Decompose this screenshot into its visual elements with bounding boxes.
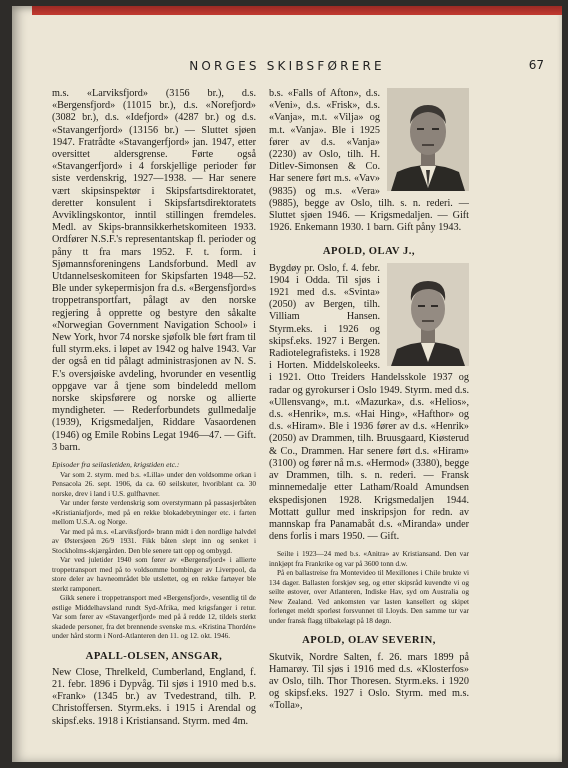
portrait-photo-2 xyxy=(387,263,469,366)
continued-entry-text: b.s. «Falls of Afton», d.s. «Veni», d.s. «Frisk», d.s. «Vanja», m.t. «Vilja» og m.t. «Vanja». Ble i 1925 fører av d.s. «Vanja» (2230) av Oslo, tilh. H. Ditlev-Simonsen & Co. Har senere ført m.s. «Vav» (9835) og m.s. «Vera» (9885), begge av Oslo, tilh. s. n. rederi. — Sluttet sjøen 1946. — Krigsmedaljen. — Gift 1926. Enkemann 1930. 1 barn. Gift påny 1943. xyxy=(269,88,469,234)
right-column xyxy=(269,88,469,713)
entry-text: Bygdøy pr. Oslo, f. 4. febr. 1904 i Odda. Til sjøs i 1921 med d.s. «Svinta» (2050) av Bergen, tilh. Villiam Hansen. Styrm.eks. i 1926 og skipsf.eks. 1927 i Bergen. Radiotelegrafisteks. i 1928 i Horten. Middelskoleeks. i 1921. Otto Treiders Handelsskole 1937 og radar og gyrokurser i Oslo 1949. Styrm. med d.s. «Ullensvang», m.t. «Mazurka», d.s. «Helios», d.s. «Henrik», m.s. «Hai Hing», «Hafthor» og d.s. «Hiram». Ble i 1936 fører av d.s. «Henrik» (2050) av Drammen, tilh. Bruusgaard, Kiøsterud & Co., Drammen. Har senere ført d.s. «Hiram» (3100) og fører nå m.s. «Hermod» (3380), begge av Drammen, tilh. s. n. rederi. — Fransk minnemedalje etter Latham/Roald Amundsen ekspedisjonen 1928. Krigsmedaljen 1944. Mottatt gullur med inskripsjon for redn. av mannskap fra Panamabåt d.s. «Miranda» under dens forlis i mars 1950. — Gift. xyxy=(269,262,469,543)
episode-note: Gikk senere i troppetransport med «Bergensfjord», vesentlig til de østlige Middelhavsland rundt Syd-Afrika, med krigsfanger i retur. Var som fører av «Stavangerfjord» med på å redde 12, tildels sterkt skadede personer, fra det brennende svenske m.s. «Kristina Thordén» under hård storm i Nord-Atlanteren den 11. og 12. okt. 1946. xyxy=(52,593,256,641)
episode-notes-title: Episoder fra seilasletiden, krigstiden etc.: xyxy=(52,460,180,470)
entry-text: New Close, Threlkeld, Cumberland, England, f. 21. febr. 1896 i Dypvåg. Til sjøs i 1910 med b.s. «Frank» (1345 br.) av Tvedestrand, tilh. P. Christoffersen. Styrm.eks. i 1915 i Arendal og skipsf.eks. 1918 i Kristiansand. Styrm. med 4m. xyxy=(52,666,256,727)
book-page xyxy=(12,6,562,762)
episode-note: På en ballastreise fra Montevideo til Mexillones i Chile brukte vi 134 dager. Ballasten forskjøv seg, og etter skipsråd kuvendte vi og seilte østover, over Atlanteren, Indiske Hav, syd om Australia og New Zealand. Ved ankomsten var lasten kansellert og skipet forlenget meldt sporløst forsvunnet til Lloyds. Den samme tur var under fransk flagg tilbakelagt på 18 døgn. xyxy=(269,568,469,625)
page-top-edge xyxy=(32,6,562,15)
biography-paragraph: m.s. «Larviksfjord» (3156 br.), d.s. «Bergensfjord» (11015 br.), d.s. «Norefjord» (3082 br.), d.s. «Idefjord» (4287 br.) og d.s. «Stavangerfjord» (13156 br.) — Sluttet sjøen 1947. Fratrådte «Stavangerfjord» jan. 1947, etter oversittet aldersgrense. Førte også «Stavangerfjord» i 4 forskjellige perioder før siste verdenskrig, 1927—1938. — Har senere vært skipsinspektør i Skipsfartsdirektoratet, deretter konsulent i Skipsfartsdirektoratets Avviklingskontor, inntil stillingen fremdeles. Medl. av Skips-brannsikkerhetskomiteen 1933. Ordfører N.S.F.'s representantskap fl. perioder og påny tt fra mars 1952. F. t. form. i Sjømannsforeningens Landsforbund. Medl av Utdannelseskomiteen for Skipsfarten 1948—52. Ble under sykepermisjon fra d.s. «Bergensfjord»s troppetransportfart, pålagt av den norske regjering å opprette og bestyre den såkalte «Norwegian Government Navigation School» i New York, hvor 74 norske sjøfolk ble ført fram til full styrm.eks. i løpet av 1942 og halve 1943. Var der også en tid pålagt administrasjonen av N. S. F.'s oversjøiske avdeling, hvorunder en vesentlig oppgave var å tjene som bindeledd mellom norske skipsførere og norske og allierte myndigheter. — Rederforbundets gullmedalje (1939), Krigsmedaljen, Riddare Vasaordenen (1946) og Emile Robins Legat 1946—47. — Gift. 3 barn. xyxy=(52,88,257,453)
episode-notes xyxy=(269,549,469,625)
portrait-photo-1 xyxy=(387,88,469,191)
running-header: NORGES SKIBSFØRERE xyxy=(189,59,385,73)
episode-note: Seilte i 1923—24 med b.s. «Anitra» av Kristiansand. Den var innkjøpt fra Frankrike og var på 3600 tonn d.w. xyxy=(269,549,469,568)
episode-notes xyxy=(52,460,256,641)
episode-note: Var ved juletider 1940 som fører av «Bergensfjord» i allierte troppetransport med på to voldsomme bombinger av Liverpool, da store deler av havneområdet ble utslettet, og en rekke fartøyer ble sterkt ramponert. xyxy=(52,555,256,593)
entry-heading: APALL-OLSEN, ANSGAR, xyxy=(85,650,223,662)
left-column xyxy=(52,88,256,728)
episode-note: Var under første verdenskrig som overstyrmann på passasjerbåten «Kristianiafjord», med på en rekke blokadebrytninger etc. i farten mellom U.S.A. og Norge. xyxy=(52,498,256,527)
entry-heading: APOLD, OLAV J., xyxy=(322,246,416,258)
episode-note: Var som 2. styrm. med b.s. «Lilla» under den voldsomme orkan i Pensacola 26. sept. 1906, da ca. 60 seilskuter, hvoriblant ca. 30 norske, drev i land i U.S. gulfhavner. xyxy=(52,469,256,498)
entry-text: Skutvik, Nordre Salten, f. 26. mars 1899 på Hamarøy. Til sjøs i 1916 med d.s. «Klosterfos» av Oslo, tilh. Thor Thoresen. Styrm.eks. i 1920 og skipsf.eks. 1927 i Oslo. Styrm. med m.s. «Tolla», xyxy=(269,651,469,712)
entry-heading: APOLD, OLAV SEVERIN, xyxy=(302,635,436,647)
episode-note: Var med på m.s. «Larviksfjord» brann midt i den nordlige halvdel av Østersjøen 26/9 1931. Fikk båten slept inn og senket i Stockholms-skjærgården. Den ble senere tatt opp og ombygd. xyxy=(52,526,256,555)
page-number: 67 xyxy=(528,58,544,72)
